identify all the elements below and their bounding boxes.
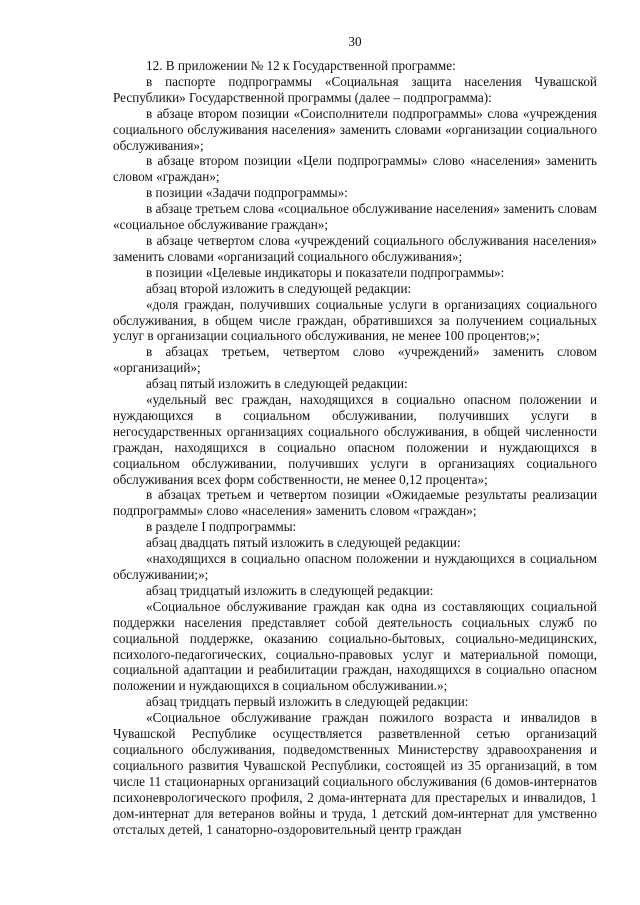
paragraph: абзац тридцать первый изложить в следующей редакции: [146, 694, 469, 710]
page-number: 30 [348, 34, 362, 49]
paragraph: в абзаце третьем слова «социальное обслуживание населения» заменить словам «социальное обслуживание граждан»; [113, 201, 597, 233]
paragraph: абзац второй изложить в следующей редакции: [146, 280, 412, 296]
paragraph: «удельный вес граждан, находящихся в социально опасном положении и нуждающихся в социальном обслуживании, получивших услуги в негосударственных организациях социального обслуживания, в общей численности граждан, находящихся в социально опасном положении и нуждающихся в социальном обслуживании, получивших услуги в организациях социального обслуживания всех форм собственности, не менее 0,12 процента»; [113, 392, 597, 487]
paragraph: в абзаце втором позиции «Соисполнители подпрограммы» слова «учреждения социального обслуживания населения» заменить словами «организации социального обслуживания»; [113, 105, 597, 153]
paragraph: 12. В приложении № 12 к Государственной программе: [146, 58, 456, 73]
paragraph: абзац двадцать пятый изложить в следующей редакции: [146, 535, 461, 551]
paragraph: «доля граждан, получивших социальные услуги в организациях социального обслуживания, в общем числе граждан, обратившихся за получением социальных услуг в организации социального обслуживания, не менее 100 процентов;»; [113, 296, 597, 344]
document-body [113, 58, 597, 837]
paragraph: в абзацах третьем и четвертом позиции «Ожидаемые результаты реализации подпрограммы» слово «населения» заменить словом «граждан»; [113, 487, 597, 519]
paragraph: в абзацах третьем, четвертом слово «учреждений» заменить словом «организаций»; [113, 344, 597, 376]
paragraph: в разделе I подпрограммы: [146, 519, 297, 535]
paragraph: в абзаце втором позиции «Цели подпрограммы» слово «населения» заменить словом «граждан»; [113, 153, 597, 185]
paragraph: в паспорте подпрограммы «Социальная защита населения Чувашской Республики» Государственной программы (далее – подпрограмма): [113, 73, 597, 105]
paragraph: в абзаце четвертом слова «учреждений социального обслуживания населения» заменить словами «организаций социального обслуживания»; [113, 232, 597, 264]
paragraph: «Социальное обслуживание граждан как одна из составляющих социальной поддержки населения представляет собой деятельность социальных служб по социальной поддержке, оказанию социально-бытовых, социально-медицинских, психолого-педагогических, социально-правовых услуг и материальной помощи, социальной адаптации и реабилитации граждан, находящихся в социально опасном положении и нуждающихся в социальном обслуживании.»; [113, 598, 597, 694]
paragraph: в позиции «Целевые индикаторы и показатели подпрограммы»: [146, 264, 505, 280]
paragraph: абзац тридцатый изложить в следующей редакции: [146, 582, 434, 598]
paragraph: «находящихся в социально опасном положении и нуждающихся в социальном обслуживании;»; [113, 551, 597, 582]
paragraph: в позиции «Задачи подпрограммы»: [146, 185, 348, 201]
paragraph: абзац пятый изложить в следующей редакции: [146, 376, 408, 392]
paragraph: «Социальное обслуживание граждан пожилого возраста и инвалидов в Чувашской Республике осуществляется разветвленной сетью организаций социального обслуживания, подведомственных Министерству здравоохранения и социального развития Чувашской Республики, состоящей из 35 организаций, в том числе 11 стационарных организаций социального обслуживания (6 домов-интернатов психоневрологического профиля, 2 дома-интерната для престарелых и инвалидов, 1 дом-интернат для ветеранов войны и труда, 1 детский дом-интернат для умственно отсталых детей, 1 санаторно-оздоровительный центр граждан [113, 710, 597, 837]
